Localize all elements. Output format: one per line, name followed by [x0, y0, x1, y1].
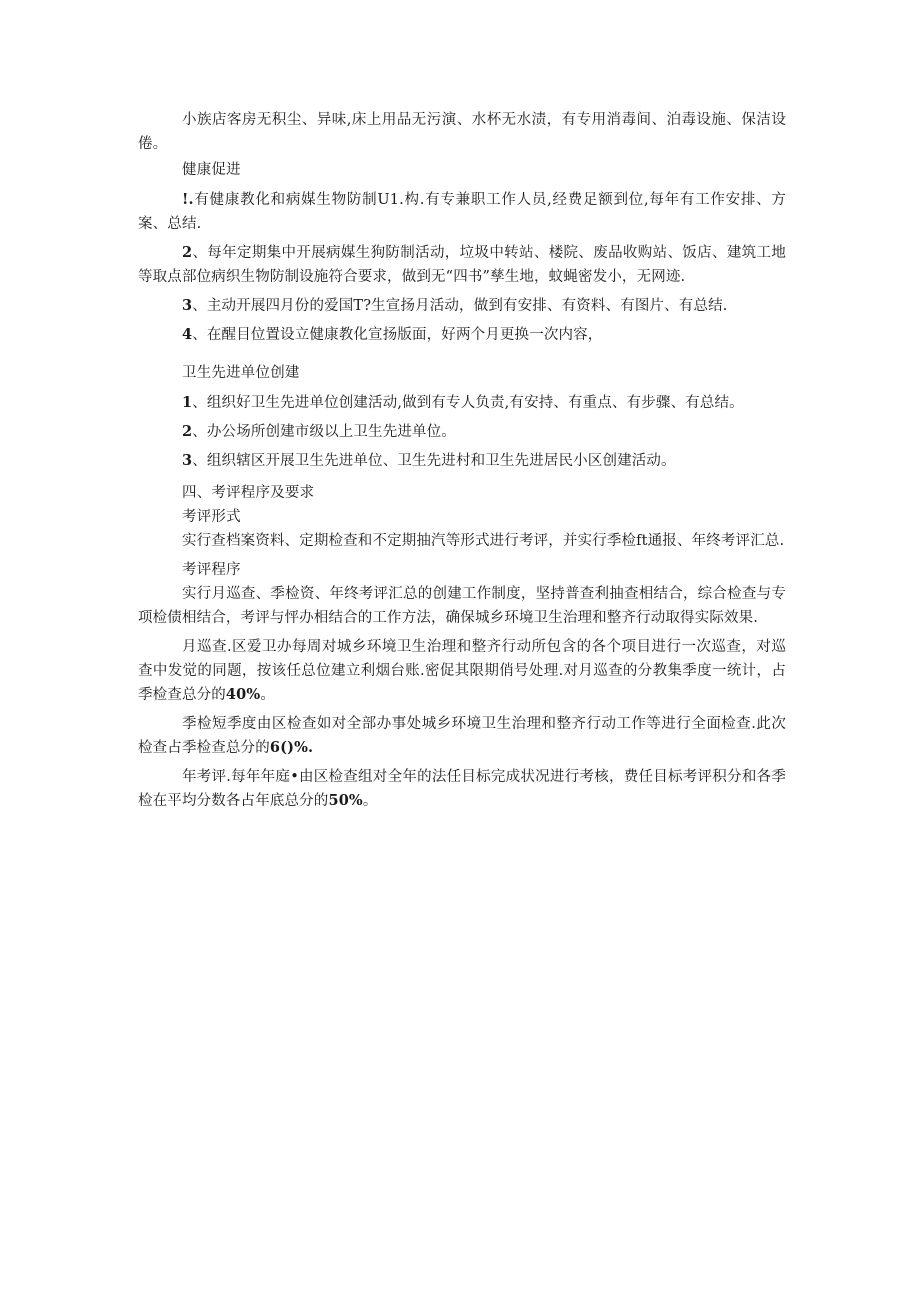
heading-hygiene-unit: 卫生先进单位创建 — [182, 365, 300, 381]
item-text: 有健康教化和病媒生物防制U1.构.有专兼职工作人员,经费足额到位,每年有工作安排、方案、总结. — [138, 192, 786, 232]
paragraph-annual-evaluation — [138, 765, 786, 813]
item-text: 、组织辖区开展卫生先进单位、卫生先进村和卫生先进居民小区创建活动。 — [192, 453, 676, 469]
document-page — [138, 108, 786, 818]
paragraph-evaluation-form — [138, 529, 786, 553]
paragraph-monthly-inspection — [138, 635, 786, 707]
item-text: 、组织好卫生先进单位创建活动,做到有专人负责,有安持、有重点、有步骤、有总结。 — [192, 395, 744, 411]
item-text: 、每年定期集中开展病媒生狗防制活动，垃圾中转站、楼院、废品收购站、饭店、建筑工地等取点部位病织生物防制设施符合要求，做到无“四书”孳生地，蚊蝇密发小，无网迹. — [138, 245, 786, 285]
paragraph-text: 季检短季度由区检查如对全部办事处城乡环境卫生治理和整齐行动工作等进行全面检查.此次检查占季检查总分的 — [138, 716, 786, 756]
item-number: 4 — [182, 326, 193, 343]
paragraph-text: 小族店客房无积尘、异味,床上用品无污演、水杯无水渍，有专用消毒间、泊毒设施、保洁设倦。 — [138, 112, 786, 152]
health-item-2 — [138, 241, 786, 289]
hygiene-item-2 — [138, 420, 786, 444]
health-item-4 — [138, 323, 786, 347]
item-number: 2 — [182, 244, 193, 261]
paragraph-quarterly-inspection — [138, 712, 786, 760]
paragraph-evaluation-procedure — [138, 582, 786, 630]
paragraph-text: 实行查档案资料、定期检查和不定期抽汽等形式进行考评，并实行季检ft通报、年终考评汇总. — [182, 533, 785, 549]
quarterly-percentage: 6()%. — [269, 739, 314, 756]
health-item-1 — [138, 188, 786, 236]
heading-evaluation-procedure: 考评程序 — [182, 562, 241, 578]
paragraph-text: 实行月巡查、季检资、年终考评汇总的创建工作制度，坚持普查利抽查相结合，综合检查与专项检债相结合，考评与怦办相结合的工作方法，确保城乡环境卫生治理和整齐行动取得实际效果. — [138, 586, 786, 626]
heading-health-promotion: 健康促进 — [182, 162, 241, 178]
item-text: 、办公场所创建市级以上卫生先进单位。 — [192, 424, 456, 440]
item-number: 3 — [182, 452, 193, 469]
heading-evaluation-form: 考评形式 — [182, 509, 241, 525]
paragraph-end: 。 — [260, 687, 275, 703]
item-number: 3 — [182, 297, 193, 314]
hygiene-item-1 — [138, 391, 786, 415]
paragraph-hotel — [138, 108, 786, 156]
item-text: 、主动开展四月份的爱国T?生宣扬月活动，做到有安排、有资料、有图片、有总结. — [192, 298, 728, 314]
item-number: !. — [182, 191, 194, 208]
item-number: 2 — [182, 423, 193, 440]
item-text: 、在醒目位置设立健康教化宣扬版面，好两个月更换一次内容， — [192, 327, 603, 343]
paragraph-end: 。 — [362, 793, 378, 809]
heading-section-4: 四、考评程序及要求 — [182, 485, 315, 501]
health-item-3 — [138, 294, 786, 318]
monthly-percentage: 40% — [225, 686, 261, 703]
paragraph-text: 月巡查.区爱卫办每周对城乡环境卫生治理和整齐行动所包含的各个项目进行一次巡查，对巡查中发觉的同题，按该任总位建立利烟台账.密促其限期俏号处理.对月巡查的分教集季度一统计，占季检查总分的 — [138, 639, 786, 703]
paragraph-text: 年考评.每年年庭•由区检查组对全年的法任目标完成状况进行考核，费任目标考评积分和各季检在平均分数各占年底总分的 — [138, 769, 786, 809]
item-number: 1 — [182, 394, 193, 411]
annual-percentage: 50% — [328, 792, 363, 809]
hygiene-item-3 — [138, 449, 786, 473]
